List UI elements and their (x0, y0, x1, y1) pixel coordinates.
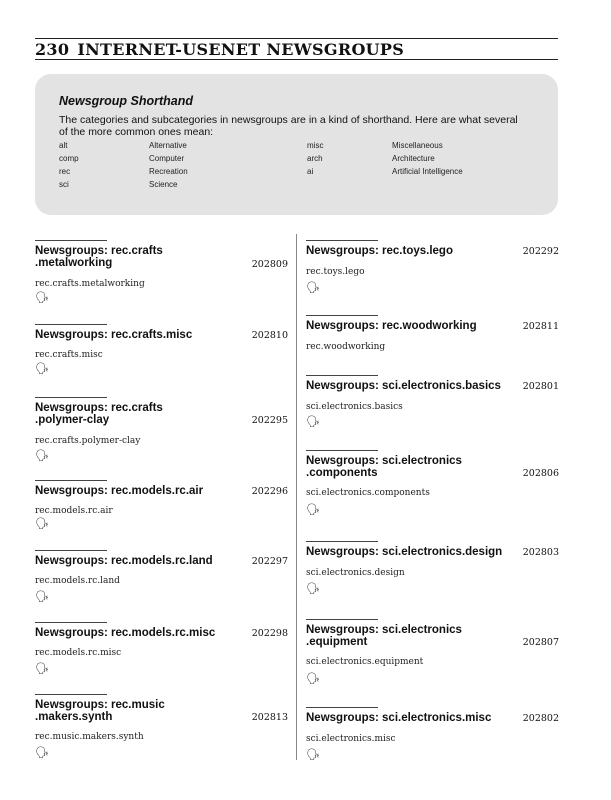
newsgroup-name: Newsgroups: sci.electronics .equipment (306, 624, 462, 648)
shorthand-intro: The categories and subcategories in newsgroups are in a kind of shorthand. Here are what several of the more common ones mean: (59, 114, 518, 138)
newsgroup-address[interactable]: rec.music.makers.synth (35, 732, 144, 742)
newsgroup-name: Newsgroups: rec.crafts .polymer-clay (35, 402, 163, 426)
newsgroup-name: Newsgroups: rec.music .makers.synth (35, 699, 165, 723)
newsgroup-entry (35, 622, 288, 676)
newsgroup-entry (306, 315, 559, 357)
entry-rule (306, 707, 378, 708)
entry-rule (306, 240, 378, 241)
newsgroup-address[interactable]: rec.models.rc.land (35, 576, 120, 586)
newsgroup-name: Newsgroups: rec.models.rc.misc (35, 627, 216, 639)
item-code: 202292 (522, 246, 559, 257)
speaker-head-icon: 🗣 (306, 583, 320, 595)
entry-rule (35, 397, 107, 398)
entry-rule (35, 480, 107, 481)
newsgroup-name: Newsgroups: rec.crafts.misc (35, 329, 193, 341)
speaker-head-icon: 🗣 (306, 504, 320, 516)
newsgroup-entry (306, 707, 559, 762)
newsgroup-name: Newsgroups: rec.crafts .metalworking (35, 245, 163, 269)
page-title (35, 40, 404, 59)
abbr-meaning: Architecture (392, 154, 435, 163)
abbr-meaning: Miscellaneous (392, 141, 443, 150)
entry-rule (35, 694, 107, 695)
entry-rule (35, 324, 107, 325)
item-code: 202810 (251, 330, 288, 341)
abbr-term: ai (307, 167, 314, 176)
header-top-rule (35, 38, 558, 39)
abbr-meaning: Computer (149, 154, 185, 163)
newsgroup-entry (35, 324, 288, 374)
newsgroup-entry (35, 397, 288, 461)
newsgroup-entry (306, 375, 559, 429)
newsgroup-address[interactable]: rec.crafts.misc (35, 350, 103, 360)
abbr-meaning: Science (149, 180, 178, 189)
abbr-term: rec (59, 167, 71, 176)
newsgroup-address[interactable]: rec.crafts.polymer-clay (35, 436, 141, 446)
abbr-meaning: Alternative (149, 141, 187, 150)
newsgroup-address[interactable]: rec.toys.lego (306, 267, 365, 277)
abbr-meaning: Recreation (149, 167, 188, 176)
speaker-head-icon: 🗣 (306, 416, 320, 428)
chapter-title: INTERNET-USENET NEWSGROUPS (77, 40, 405, 59)
newsgroup-address[interactable]: rec.models.rc.air (35, 506, 113, 516)
newsgroup-entry (306, 450, 559, 520)
newsgroup-entry (35, 240, 288, 304)
newsgroup-name: Newsgroups: sci.electronics.misc (306, 712, 492, 724)
speaker-head-icon: 🗣 (35, 450, 49, 462)
newsgroup-entry (306, 541, 559, 596)
newsgroup-entry (306, 240, 559, 294)
item-code: 202297 (251, 556, 288, 567)
newsgroup-name: Newsgroups: rec.woodworking (306, 320, 477, 332)
item-code: 202806 (522, 468, 559, 479)
header-bottom-rule (35, 59, 558, 60)
speaker-head-icon: 🗣 (306, 282, 320, 294)
newsgroup-entry (35, 480, 288, 532)
speaker-head-icon: 🗣 (35, 292, 49, 304)
item-code: 202295 (251, 415, 288, 426)
entry-rule (306, 450, 378, 451)
item-code: 202802 (522, 713, 559, 724)
newsgroup-address[interactable]: sci.electronics.misc (306, 734, 396, 744)
newsgroup-name: Newsgroups: sci.electronics.basics (306, 380, 501, 392)
newsgroup-address[interactable]: sci.electronics.design (306, 568, 405, 578)
item-code: 202803 (522, 547, 559, 558)
newsgroup-address[interactable]: rec.woodworking (306, 342, 386, 352)
entry-rule (306, 619, 378, 620)
newsgroup-address[interactable]: sci.electronics.components (306, 488, 430, 498)
abbr-term: arch (307, 154, 323, 163)
newsgroup-entry (35, 550, 288, 604)
abbr-meaning: Artificial Intelligence (392, 167, 463, 176)
speaker-head-icon: 🗣 (35, 591, 49, 603)
shorthand-sidebar (35, 74, 558, 215)
newsgroup-name: Newsgroups: sci.electronics.design (306, 546, 503, 558)
entry-rule (306, 375, 378, 376)
abbr-term: alt (59, 141, 68, 150)
newsgroup-address[interactable]: sci.electronics.basics (306, 402, 403, 412)
speaker-head-icon: 🗣 (35, 747, 49, 759)
entry-rule (35, 240, 107, 241)
abbr-term: misc (307, 141, 324, 150)
page-number: 230 (35, 40, 70, 59)
speaker-head-icon: 🗣 (35, 363, 49, 375)
item-code: 202813 (251, 712, 288, 723)
newsgroup-name: Newsgroups: rec.toys.lego (306, 245, 453, 257)
speaker-head-icon: 🗣 (35, 518, 49, 530)
entry-rule (35, 622, 107, 623)
speaker-head-icon: 🗣 (306, 749, 320, 761)
newsgroup-name: Newsgroups: rec.models.rc.land (35, 555, 213, 567)
speaker-head-icon: 🗣 (306, 673, 320, 685)
item-code: 202807 (522, 637, 559, 648)
entry-rule (35, 550, 107, 551)
newsgroup-entry (306, 619, 559, 689)
newsgroup-name: Newsgroups: rec.models.rc.air (35, 485, 204, 497)
speaker-head-icon: 🗣 (35, 663, 49, 675)
newsgroup-address[interactable]: rec.crafts.metalworking (35, 279, 145, 289)
item-code: 202801 (522, 381, 559, 392)
shorthand-heading: Newsgroup Shorthand (59, 94, 194, 108)
item-code: 202809 (251, 259, 288, 270)
item-code: 202298 (251, 628, 288, 639)
entry-rule (306, 315, 378, 316)
abbr-term: comp (59, 154, 79, 163)
entry-rule (306, 541, 378, 542)
item-code: 202811 (522, 321, 559, 332)
item-code: 202296 (251, 486, 288, 497)
column-divider (296, 234, 297, 760)
page-header (35, 38, 558, 60)
newsgroup-address[interactable]: sci.electronics.equipment (306, 657, 424, 667)
newsgroup-address[interactable]: rec.models.rc.misc (35, 648, 122, 658)
abbr-term: sci (59, 180, 69, 189)
newsgroup-name: Newsgroups: sci.electronics .components (306, 455, 462, 479)
newsgroup-entry (35, 694, 288, 760)
